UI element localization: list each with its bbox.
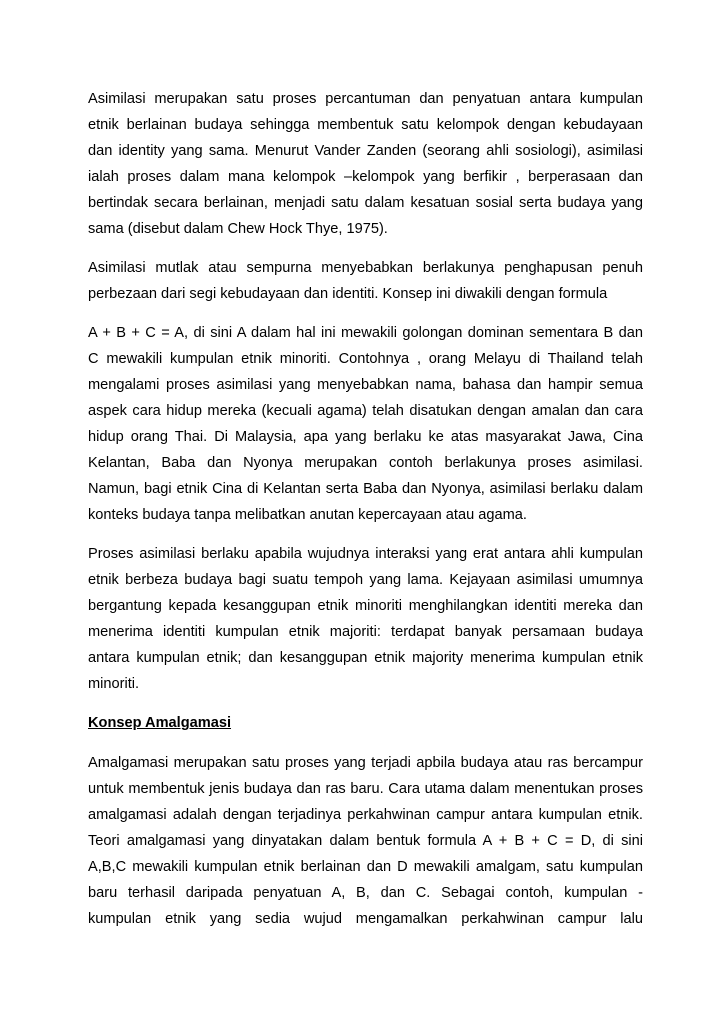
text-line: Namun, bagi etnik Cina di Kelantan serta Baba dan Nyonya, asimilasi berlaku dalam xyxy=(88,481,643,497)
text-line: mengalami proses asimilasi yang menyebabkan nama, bahasa dan hampir semua xyxy=(88,377,643,393)
paragraph-proses-asimilasi xyxy=(88,541,643,697)
text-line: Asimilasi mutlak atau sempurna menyebabkan berlakunya penghapusan penuh xyxy=(88,260,643,276)
text-line: etnik berbeza budaya bagi suatu tempoh yang lama. Kejayaan asimilasi umumnya xyxy=(88,572,643,588)
text-line: antara kumpulan etnik; dan kesanggupan etnik majority menerima kumpulan etnik xyxy=(88,650,643,666)
text-line: dan identity yang sama. Menurut Vander Zanden (seorang ahli sosiologi), asimilasi xyxy=(88,143,643,159)
paragraph-formula-example xyxy=(88,320,643,528)
text-line: etnik berlainan budaya sehingga membentuk satu kelompok dengan kebudayaan xyxy=(88,117,643,133)
text-line: minoriti. xyxy=(88,676,140,692)
paragraph-asimilasi-definition xyxy=(88,86,643,242)
text-line: A,B,C mewakili kumpulan etnik berlainan dan D mewakili amalgam, satu kumpulan xyxy=(88,859,643,875)
paragraph-asimilasi-mutlak xyxy=(88,255,643,307)
text-line: ialah proses dalam mana kelompok –kelompok yang berfikir , berperasaan dan xyxy=(88,169,643,185)
text-line: untuk membentuk jenis budaya dan ras baru. Cara utama dalam menentukan proses xyxy=(88,781,643,797)
document-body xyxy=(88,86,643,945)
text-line: bergantung kepada kesanggupan etnik minoriti menghilangkan identiti mereka dan xyxy=(88,598,643,614)
text-line: kumpulan etnik yang sedia wujud mengamalkan perkahwinan campur lalu xyxy=(88,911,643,927)
text-line: Kelantan, Baba dan Nyonya merupakan contoh berlakunya proses asimilasi. xyxy=(88,455,643,471)
text-line: hidup orang Thai. Di Malaysia, apa yang berlaku ke atas masyarakat Jawa, Cina xyxy=(88,429,643,445)
text-line: bertindak secara berlainan, menjadi satu dalam kesatuan sosial serta budaya yang xyxy=(88,195,643,211)
text-line: amalgamasi adalah dengan terjadinya perkahwinan campur antara kumpulan etnik. xyxy=(88,807,643,823)
section-heading: Konsep Amalgamasi xyxy=(88,715,232,731)
text-line: baru terhasil daripada penyatuan A, B, dan C. Sebagai contoh, kumpulan - xyxy=(88,885,643,901)
text-line: konteks budaya tanpa melibatkan anutan kepercayaan atau agama. xyxy=(88,507,527,523)
text-line: Amalgamasi merupakan satu proses yang terjadi apbila budaya atau ras bercampur xyxy=(88,755,643,771)
text-line: Proses asimilasi berlaku apabila wujudnya interaksi yang erat antara ahli kumpulan xyxy=(88,546,643,562)
text-line: sama (disebut dalam Chew Hock Thye, 1975). xyxy=(88,221,388,237)
text-line: perbezaan dari segi kebudayaan dan identiti. Konsep ini diwakili dengan formula xyxy=(88,286,608,302)
text-line: C mewakili kumpulan etnik minoriti. Contohnya , orang Melayu di Thailand telah xyxy=(88,351,643,367)
text-line: Teori amalgamasi yang dinyatakan dalam bentuk formula A + B + C = D, di sini xyxy=(88,833,643,849)
text-line: A + B + C = A, di sini A dalam hal ini mewakili golongan dominan sementara B dan xyxy=(88,325,643,341)
text-line: Asimilasi merupakan satu proses percantuman dan penyatuan antara kumpulan xyxy=(88,91,643,107)
text-line: menerima identiti kumpulan etnik majoriti: terdapat banyak persamaan budaya xyxy=(88,624,643,640)
paragraph-amalgamasi xyxy=(88,750,643,932)
text-line: aspek cara hidup mereka (kecuali agama) telah disatukan dengan amalan dan cara xyxy=(88,403,643,419)
